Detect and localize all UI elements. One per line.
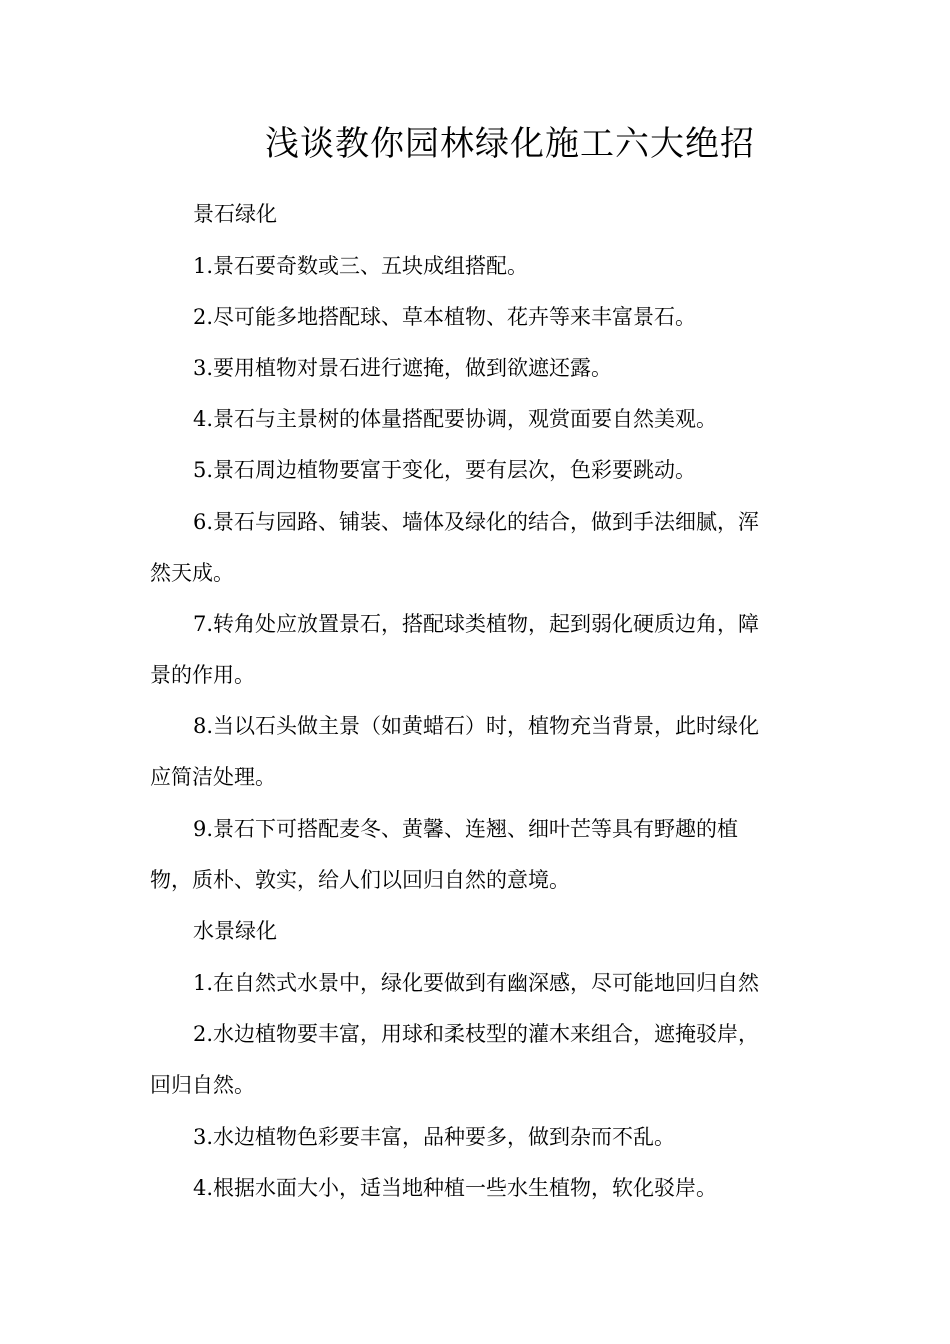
paragraph-line: 然天成。 [150, 561, 234, 585]
paragraph-line: 1.在自然式水景中，绿化要做到有幽深感，尽可能地回归自然 [193, 971, 760, 995]
paragraph-line: 7.转角处应放置景石，搭配球类植物，起到弱化硬质边角，障 [193, 612, 760, 636]
section-heading-water: 水景绿化 [193, 919, 277, 943]
section-heading-stone: 景石绿化 [193, 202, 277, 226]
paragraph-line: 5.景石周边植物要富于变化，要有层次，色彩要跳动。 [193, 458, 697, 482]
paragraph-line: 回归自然。 [150, 1073, 255, 1097]
document-title: 浅谈教你园林绿化施工六大绝招 [265, 124, 755, 164]
paragraph-line: 9.景石下可搭配麦冬、黄馨、连翘、细叶芒等具有野趣的植 [193, 817, 739, 841]
paragraph-line: 应简洁处理。 [150, 765, 276, 789]
paragraph-line: 4.根据水面大小，适当地种植一些水生植物，软化驳岸。 [193, 1176, 718, 1200]
paragraph-line: 6.景石与园路、铺装、墙体及绿化的结合，做到手法细腻，浑 [193, 510, 760, 534]
paragraph-line: 2.水边植物要丰富，用球和柔枝型的灌木来组合，遮掩驳岸， [193, 1022, 760, 1046]
paragraph-line: 3.要用植物对景石进行遮掩，做到欲遮还露。 [193, 356, 613, 380]
paragraph-line: 景的作用。 [150, 663, 255, 687]
paragraph-line: 1.景石要奇数或三、五块成组搭配。 [193, 254, 529, 278]
paragraph-line: 3.水边植物色彩要丰富，品种要多，做到杂而不乱。 [193, 1125, 676, 1149]
paragraph-line: 4.景石与主景树的体量搭配要协调，观赏面要自然美观。 [193, 407, 718, 431]
paragraph-line: 8.当以石头做主景（如黄蜡石）时，植物充当背景，此时绿化 [193, 714, 760, 738]
paragraph-line: 物，质朴、敦实，给人们以回归自然的意境。 [150, 868, 570, 892]
paragraph-line: 2.尽可能多地搭配球、草本植物、花卉等来丰富景石。 [193, 305, 697, 329]
